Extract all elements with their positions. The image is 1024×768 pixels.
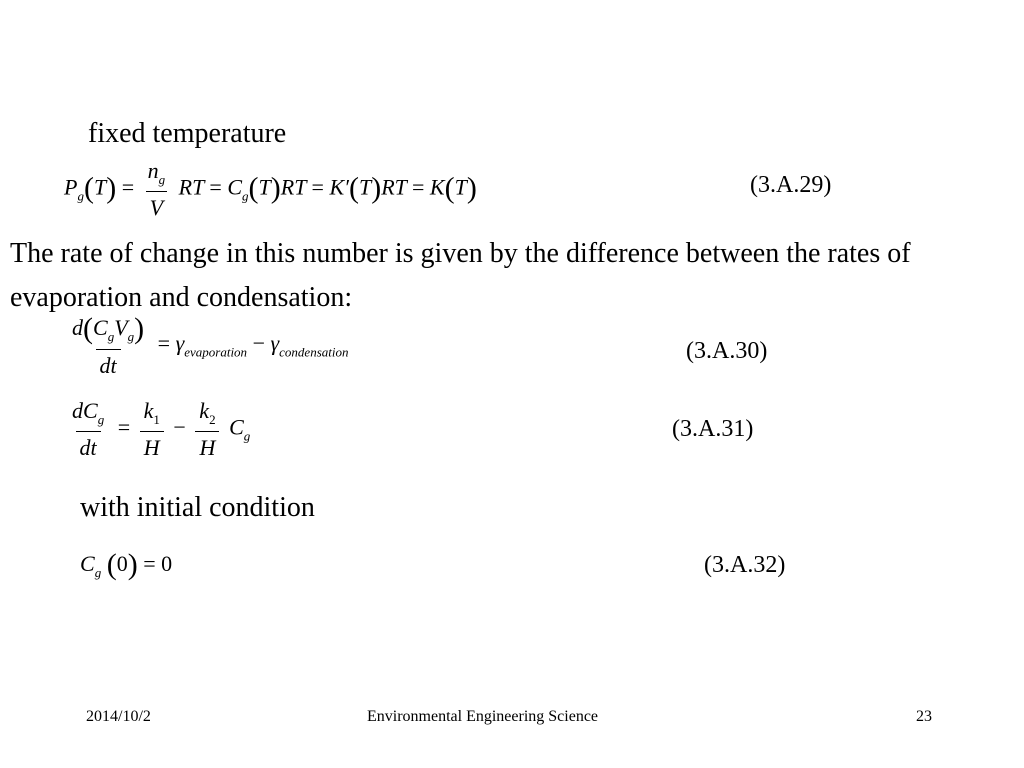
equation-3a31: $\frac{dC_g}{dt}$ = $\frac{k_1}{H}$ − $\frac{k_2}{H}$ $C_g$ xyxy=(64,398,250,461)
eq29-numerator: n xyxy=(147,158,159,183)
eq31-h-1: H xyxy=(140,431,164,461)
eq31-denominator: dt xyxy=(76,431,101,461)
eq32-c-sub: g xyxy=(94,565,102,580)
eq30-fraction: $\frac{d(C_gV_g)}{dt}$ xyxy=(72,312,145,378)
eq29-c: C xyxy=(227,174,243,200)
eq29-kprime: K′ xyxy=(329,174,349,200)
eq29-rt-2: RT xyxy=(280,174,307,200)
eq29-numerator-sub: g xyxy=(158,172,166,187)
equation-3a29: $P_g(T)$ = $\frac{n_g}{V}$ RT = $C_g(T)RT = K'(T)RT = K(T)$ xyxy=(64,158,477,220)
eq30-gamma-evaporation-sub: evaporation xyxy=(184,344,248,360)
eq29-rt-3: RT xyxy=(381,174,407,200)
eq31-fraction-2 xyxy=(140,398,164,461)
eq29-c-sub: g xyxy=(242,188,249,204)
eq31-fraction-3 xyxy=(195,398,219,461)
eq31-fraction-1 xyxy=(68,398,108,461)
eq31-k1: k xyxy=(143,398,154,423)
equation-3a32: $C_g$ (0) = 0 xyxy=(80,548,173,581)
eq29-k: K xyxy=(429,174,445,200)
eq29-number: (3.A.29) xyxy=(750,172,832,198)
eq32-c: C xyxy=(80,551,95,576)
footer-page-number: 23 xyxy=(916,708,932,725)
eq30-c: C xyxy=(93,315,108,340)
eq32-number: (3.A.32) xyxy=(704,552,786,578)
initial-condition-label: with initial condition xyxy=(80,492,315,523)
fixed-temperature-label: fixed temperature xyxy=(88,118,287,149)
eq30-c-sub: g xyxy=(107,329,115,344)
eq29-rt-1: RT xyxy=(178,174,204,200)
eq31-numerator-sub: g xyxy=(97,412,105,427)
eq31-c-sub: g xyxy=(243,428,251,444)
eq31-k2: k xyxy=(199,398,210,423)
eq29-lhs-sub: g xyxy=(77,188,84,204)
eq29-denominator: V xyxy=(146,191,167,221)
eq31-c: C xyxy=(229,414,244,440)
eq30-denominator: dt xyxy=(96,349,121,379)
eq30-gamma-condensation-sub: condensation xyxy=(279,344,349,360)
equation-3a30: $\frac{d(C_gV_g)}{dt}$ = $\gamma_{evaporation} - \gamma_{condensation}$ xyxy=(64,312,348,379)
eq30-number: (3.A.30) xyxy=(686,338,768,364)
eq29-fraction xyxy=(144,158,170,221)
footer-date: 2014/10/2 xyxy=(86,708,151,725)
eq31-k1-sub: 1 xyxy=(153,412,160,427)
eq31-h-2: H xyxy=(195,431,219,461)
eq31-number: (3.A.31) xyxy=(672,416,754,442)
footer-title: Environmental Engineering Science xyxy=(367,708,599,725)
rate-of-change-paragraph: The rate of change in this number is given by the difference between the rates of evaporation and condensation: xyxy=(10,238,911,313)
eq31-numerator: dC xyxy=(72,398,98,423)
eq30-d: d xyxy=(72,315,83,340)
eq30-v: V xyxy=(114,315,128,340)
eq31-k2-sub: 2 xyxy=(209,412,216,427)
eq32-argument: 0 xyxy=(116,551,128,576)
eq32-rhs: 0 xyxy=(161,551,173,576)
eq30-v-sub: g xyxy=(127,329,135,344)
eq29-lhs: P xyxy=(64,174,78,200)
